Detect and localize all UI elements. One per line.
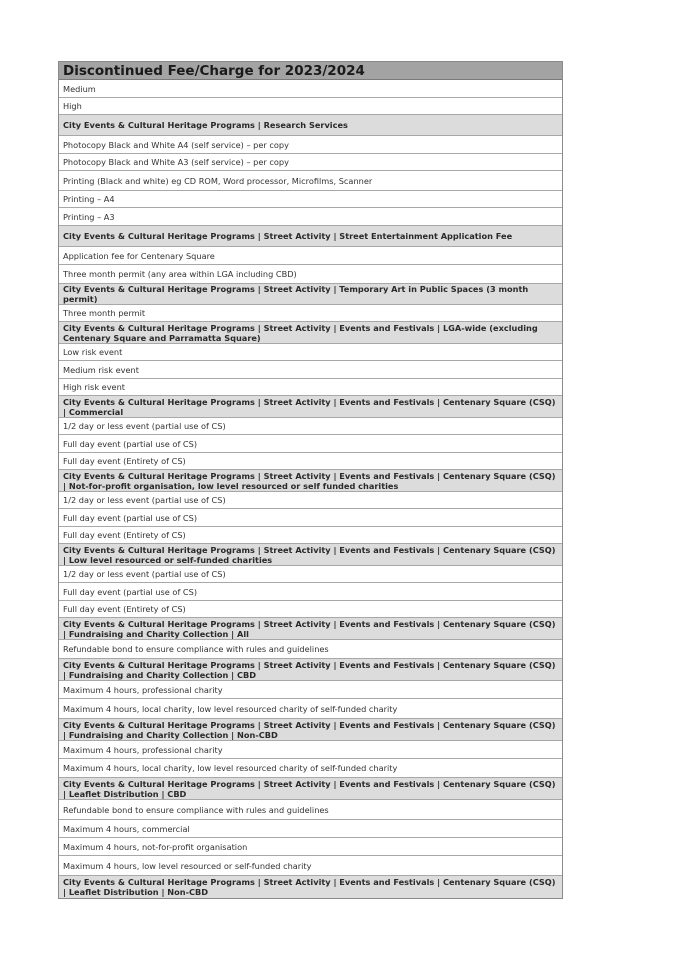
section-header: City Events & Cultural Heritage Programs | Street Activity | Events and Festivals | Centenary Square (CSQ) | Fundraising and Charity Collection | CBD <box>59 659 562 681</box>
fee-item: Low risk event <box>59 344 562 361</box>
fee-item: 1/2 day or less event (partial use of CS) <box>59 566 562 583</box>
fee-item: Refundable bond to ensure compliance with rules and guidelines <box>59 640 562 659</box>
fee-item: Refundable bond to ensure compliance with rules and guidelines <box>59 800 562 820</box>
fee-item: Medium <box>59 80 562 98</box>
section-header: City Events & Cultural Heritage Programs | Street Activity | Events and Festivals | Centenary Square (CSQ) | Leaflet Distribution | Non-CBD <box>59 876 562 898</box>
fee-table <box>58 61 563 899</box>
section-header: City Events & Cultural Heritage Programs | Street Activity | Events and Festivals | Centenary Square (CSQ) | Not-for-profit organisation, low level resourced or self funded charities <box>59 470 562 492</box>
fee-item: Printing – A3 <box>59 208 562 226</box>
fee-item: High <box>59 98 562 115</box>
fee-item: Maximum 4 hours, professional charity <box>59 741 562 759</box>
fee-item: High risk event <box>59 379 562 396</box>
fee-item: Full day event (partial use of CS) <box>59 435 562 453</box>
fee-item: Maximum 4 hours, not-for-profit organisation <box>59 838 562 856</box>
section-header: City Events & Cultural Heritage Programs | Street Activity | Temporary Art in Public Spaces (3 month permit) <box>59 284 562 305</box>
fee-item: 1/2 day or less event (partial use of CS) <box>59 492 562 509</box>
fee-item: Medium risk event <box>59 361 562 379</box>
section-header: City Events & Cultural Heritage Programs | Street Activity | Events and Festivals | Centenary Square (CSQ) | Fundraising and Charity Collection | All <box>59 618 562 640</box>
fee-item: Three month permit (any area within LGA including CBD) <box>59 265 562 284</box>
table-title: Discontinued Fee/Charge for 2023/2024 <box>59 62 562 80</box>
section-header: City Events & Cultural Heritage Programs | Street Activity | Events and Festivals | LGA-wide (excluding Centenary Square and Parramatta Square) <box>59 322 562 344</box>
fee-item: Printing (Black and white) eg CD ROM, Word processor, Microfilms, Scanner <box>59 171 562 191</box>
fee-item: Full day event (Entirety of CS) <box>59 453 562 470</box>
fee-item: Maximum 4 hours, local charity, low level resourced charity of self-funded charity <box>59 699 562 719</box>
fee-item: 1/2 day or less event (partial use of CS) <box>59 418 562 435</box>
fee-item: Photocopy Black and White A4 (self service) – per copy <box>59 136 562 154</box>
section-header: City Events & Cultural Heritage Programs | Street Activity | Street Entertainment Application Fee <box>59 226 562 247</box>
fee-item: Maximum 4 hours, low level resourced or self-funded charity <box>59 856 562 876</box>
fee-item: Full day event (Entirety of CS) <box>59 527 562 544</box>
fee-item: Application fee for Centenary Square <box>59 247 562 265</box>
fee-item: Full day event (partial use of CS) <box>59 583 562 601</box>
section-header: City Events & Cultural Heritage Programs | Street Activity | Events and Festivals | Centenary Square (CSQ) | Commercial <box>59 396 562 418</box>
fee-item: Printing – A4 <box>59 191 562 208</box>
fee-item: Photocopy Black and White A3 (self service) – per copy <box>59 154 562 171</box>
section-header: City Events & Cultural Heritage Programs | Street Activity | Events and Festivals | Centenary Square (CSQ) | Leaflet Distribution | CBD <box>59 778 562 800</box>
section-header: City Events & Cultural Heritage Programs | Street Activity | Events and Festivals | Centenary Square (CSQ) | Low level resourced or self-funded charities <box>59 544 562 566</box>
fee-item: Three month permit <box>59 305 562 322</box>
fee-item: Maximum 4 hours, commercial <box>59 820 562 838</box>
fee-item: Full day event (Entirety of CS) <box>59 601 562 618</box>
section-header: City Events & Cultural Heritage Programs | Street Activity | Events and Festivals | Centenary Square (CSQ) | Fundraising and Charity Collection | Non-CBD <box>59 719 562 741</box>
fee-item: Full day event (partial use of CS) <box>59 509 562 527</box>
fee-item: Maximum 4 hours, local charity, low level resourced charity of self-funded charity <box>59 759 562 778</box>
section-header: City Events & Cultural Heritage Programs | Research Services <box>59 115 562 136</box>
fee-item: Maximum 4 hours, professional charity <box>59 681 562 699</box>
